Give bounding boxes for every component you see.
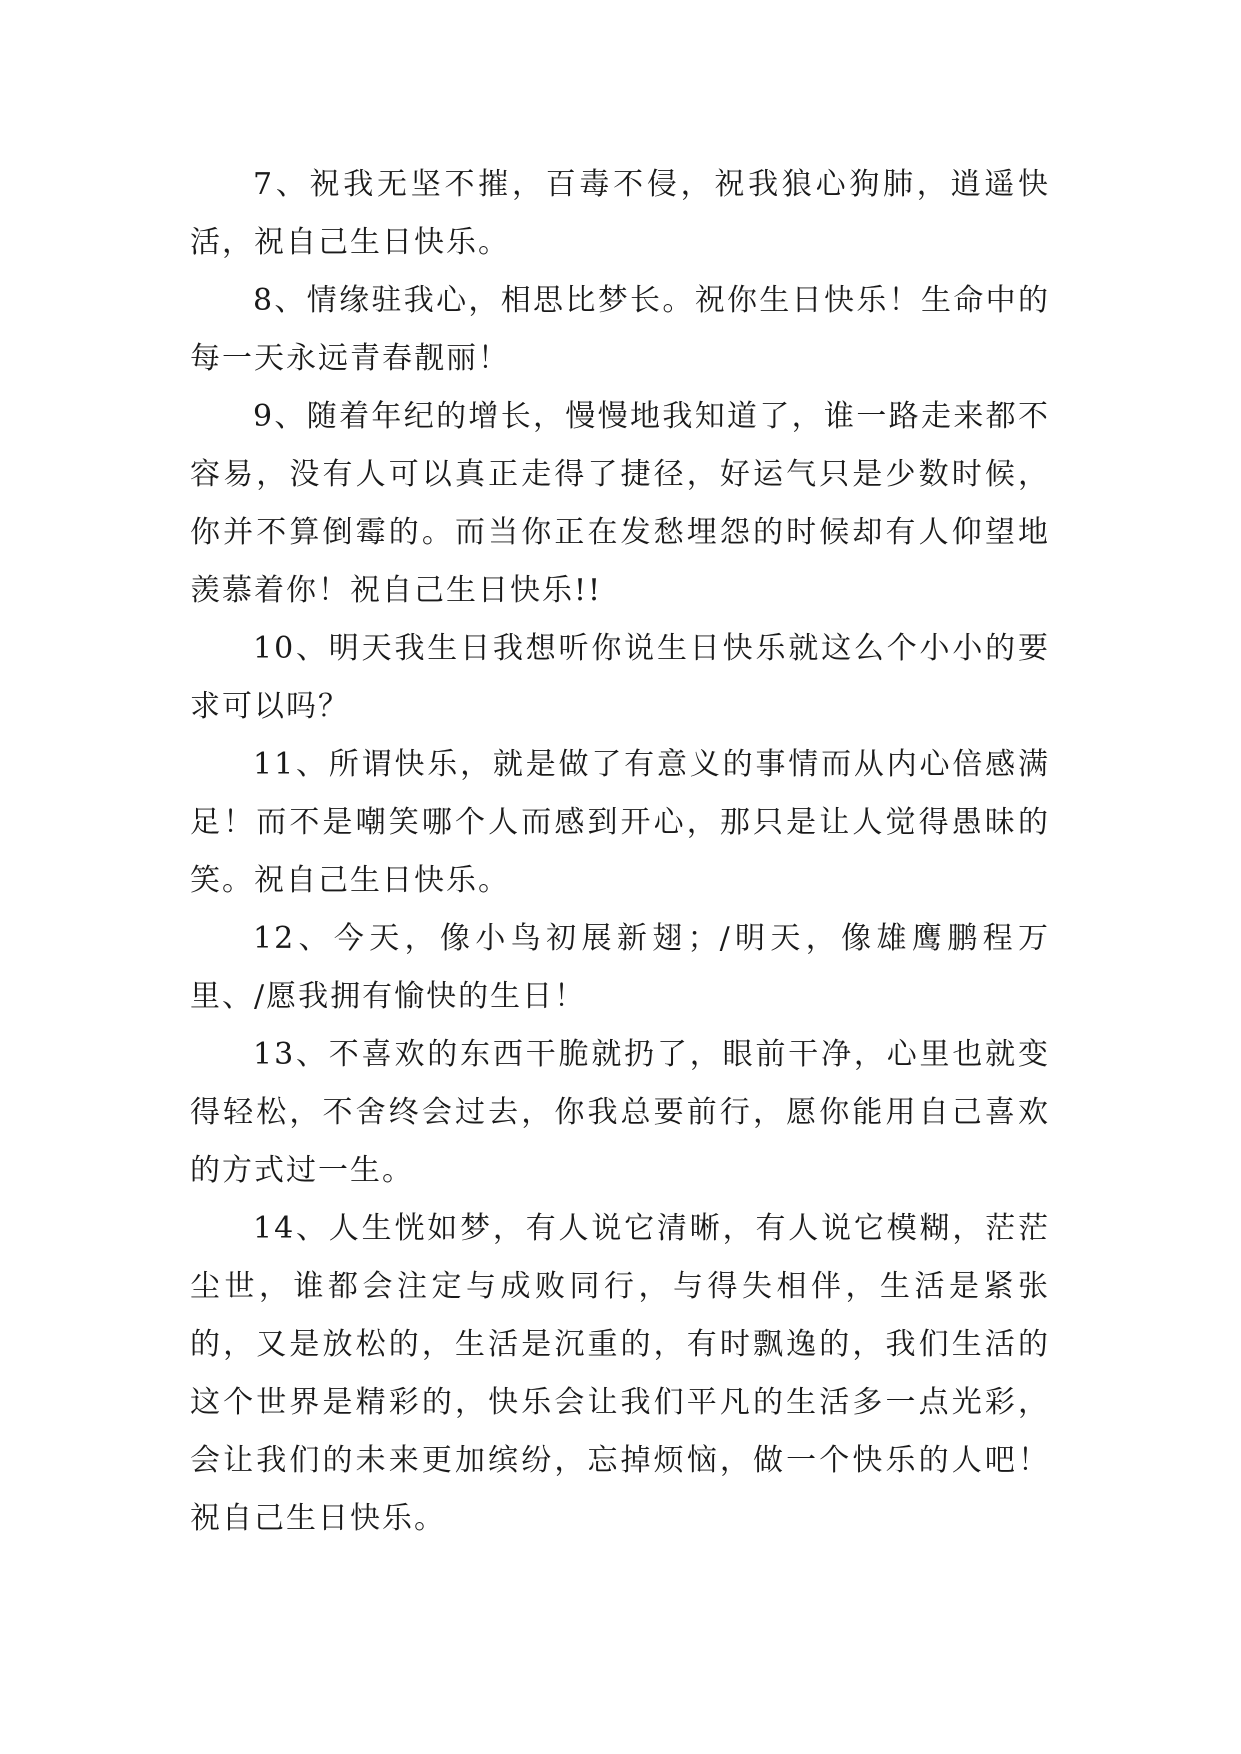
paragraph-12: 12、今天，像小鸟初展新翅；/明天，像雄鹰鹏程万里、/愿我拥有愉快的生日！ <box>190 921 1050 1014</box>
paragraph-10: 10、明天我生日我想听你说生日快乐就这么个小小的要求可以吗？ <box>190 631 1050 724</box>
paragraph-14: 14、人生恍如梦，有人说它清晰，有人说它模糊，茫茫尘世，谁都会注定与成败同行，与得失相伴，生活是紧张的，又是放松的，生活是沉重的，有时飘逸的，我们生活的这个世界是精彩的，快乐会让我们平凡的生活多一点光彩，会让我们的未来更加缤纷，忘掉烦恼，做一个快乐的人吧！祝自己生日快乐。 <box>190 1211 1050 1536</box>
paragraph-11: 11、所谓快乐，就是做了有意义的事情而从内心倍感满足！而不是嘲笑哪个人而感到开心，那只是让人觉得愚昧的笑。祝自己生日快乐。 <box>190 747 1050 898</box>
document-body <box>190 156 1050 1548</box>
paragraph-9: 9、随着年纪的增长，慢慢地我知道了，谁一路走来都不容易，没有人可以真正走得了捷径，好运气只是少数时候，你并不算倒霉的。而当你正在发愁埋怨的时候却有人仰望地羡慕着你！祝自己生日快乐!! <box>190 399 1050 608</box>
paragraph-8: 8、情缘驻我心，相思比梦长。祝你生日快乐！生命中的每一天永远青春靓丽！ <box>190 283 1050 376</box>
paragraph-7: 7、祝我无坚不摧，百毒不侵，祝我狼心狗肺，逍遥快活，祝自己生日快乐。 <box>190 167 1050 260</box>
paragraph-13: 13、不喜欢的东西干脆就扔了，眼前干净，心里也就变得轻松，不舍终会过去，你我总要前行，愿你能用自己喜欢的方式过一生。 <box>190 1037 1050 1188</box>
